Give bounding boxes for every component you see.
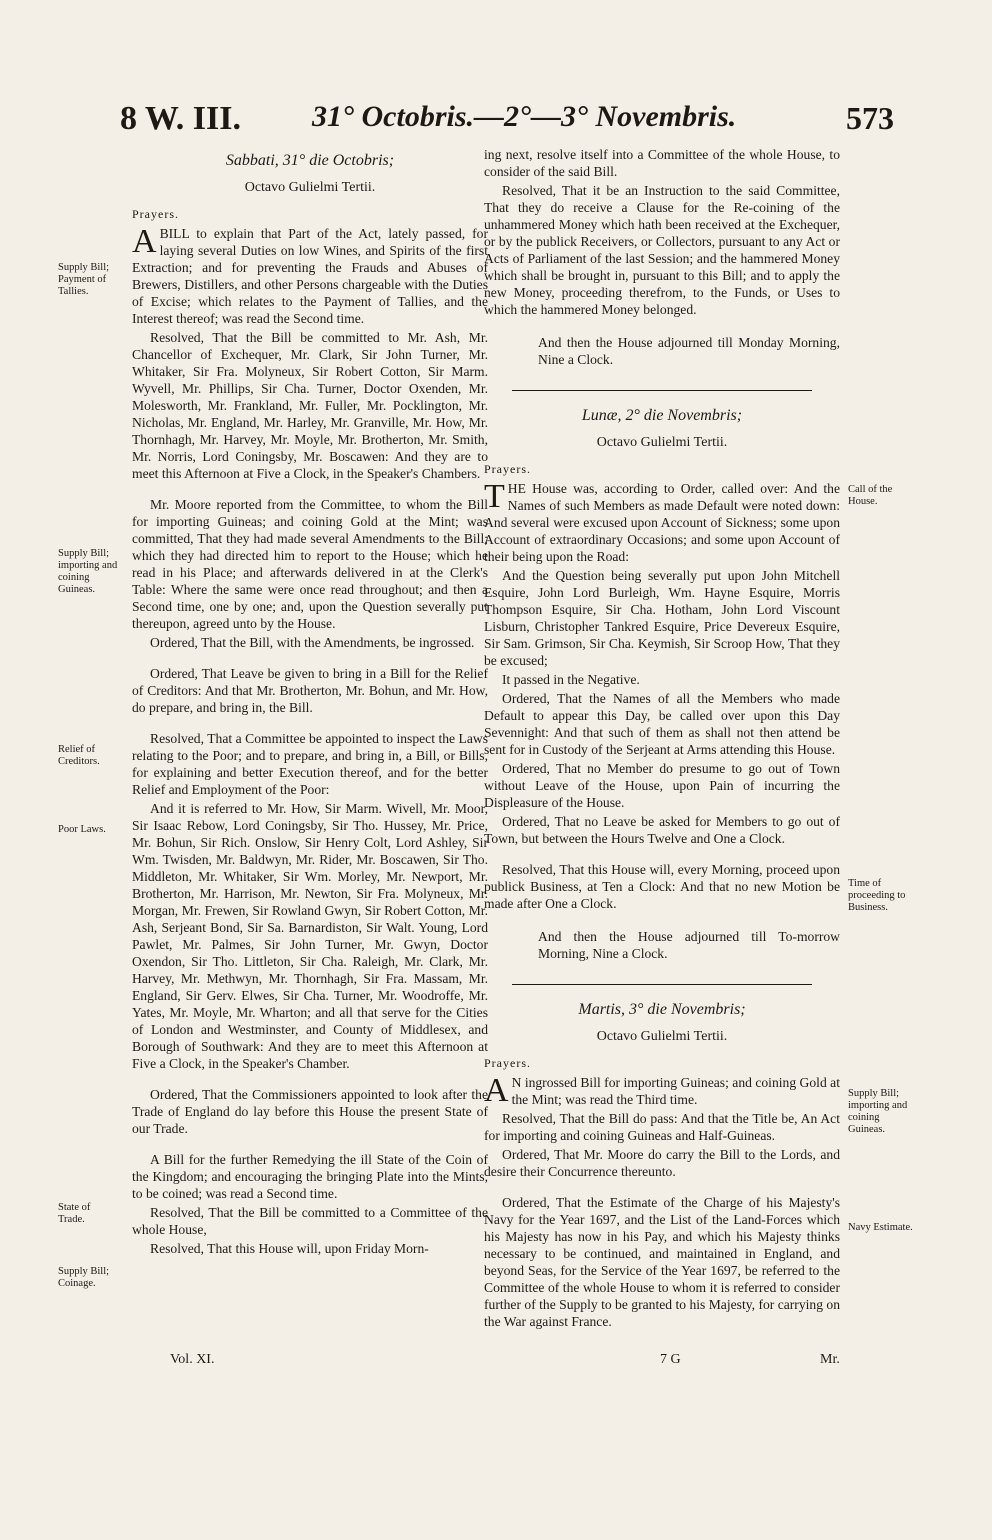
paragraph: Ordered, That Mr. Moore do carry the Bill to the Lords, and desire their Concurrence thereunto.	[484, 1147, 840, 1179]
day-title-monday: Lunæ, 2° die Novembris;	[581, 407, 743, 424]
regnal-year: 8 W. III.	[120, 100, 241, 137]
catchword: Mr.	[820, 1352, 840, 1367]
section-divider	[512, 984, 812, 985]
margin-note-supply-guineas-2: Supply Bill; importing and coining Guineas.	[848, 1088, 908, 1135]
day-title-saturday: Sabbati, 31° die Octobris;	[225, 152, 395, 169]
paragraph: Resolved, That it be an Instruction to the said Committee, That they do receive a Clause for the Re-coining of the unhammered Money which hath been received at the Exchequer, or by the publick Receivers, or Collectors, pursuant to any Act or Acts of Parliament of the last Session; and the hammered Money which shall be brought in, pursuant to this Bill; and to apply the new Money, proceeding therefrom, to the Funds, or Uses to which the hammered Money belonged.	[484, 183, 840, 317]
paragraph: Resolved, That the Bill do pass: And that the Title be, An Act for importing and coining Guineas and Half-Guineas.	[484, 1111, 840, 1143]
paragraph: Mr. Moore reported from the Committee, to whom the Bill for importing Guineas; and coining Gold at the Mint; was committed, That they had made several Amendments to the Bill; which they had directed him to report to the House; which he read in his Place; and afterwards delivered in at the Clerk's Table: Where the same were once read throughout; and then a Second time, one by one; and, upon the Question severally put thereupon, agreed unto by the House.	[132, 497, 488, 631]
paragraph: It passed in the Negative.	[502, 672, 640, 687]
margin-note-supply-guineas: Supply Bill; importing and coining Guineas.	[58, 548, 118, 595]
paragraph: Ordered, That the Commissioners appointed to look after the Trade of England do lay before this House the present State of our Trade.	[132, 1087, 488, 1136]
paragraph: AN ingrossed Bill for importing Guineas; and coining Gold at the Mint; was read the Third time.	[484, 1072, 840, 1109]
right-column	[484, 146, 840, 1332]
margin-note-poor: Poor Laws.	[58, 824, 106, 835]
day-title-tuesday: Martis, 3° die Novembris;	[578, 1001, 746, 1018]
paragraph: Resolved, That a Committee be appointed to inspect the Laws relating to the Poor; and to prepare, and bring in, a Bill, or Bills, for explaining and better Execution thereof, and for the better Relief and Employment of the Poor:	[132, 731, 488, 797]
paragraph: Resolved, That this House will, every Morning, proceed upon publick Business, at Ten a Clock: And that no new Motion be made after One a Clock.	[484, 862, 840, 911]
paragraph: Resolved, That the Bill be committed to Mr. Ash, Mr. Chancellor of Exchequer, Mr. Clark, Sir John Turner, Mr. Whitaker, Sir Fra. Molyneux, Sir Robert Cotton, Sir Marm. Wyvell, Mr. Phillips, Sir Cha. Turner, Doctor Oxenden, Mr. Molesworth, Mr. Frankland, Mr. Fuller, Mr. Pocklington, Mr. Nicholas, Mr. England, Mr. Harley, Mr. Granville, Mr. How, Mr. Thornhagh, Mr. Harvey, Mr. Moyle, Mr. Brotherton, Mr. Smith, Mr. Norris, Lord Coningsby, Mr. Boscawen: And they are to meet this Afternoon at Five a Clock, in the Speaker's Chambers.	[132, 330, 488, 481]
paragraph: Ordered, That the Names of all the Members who made Default to appear this Day, be called over upon this Day Sevennight: And that such of them as shall not then attend be sent for in Custody of the Serjeant at Arms attending this House.	[484, 691, 840, 757]
paragraph: Ordered, That no Leave be asked for Members to go out of Town, but between the Hours Twelve and One a Clock.	[484, 814, 840, 846]
volume-label: Vol. XI.	[170, 1352, 215, 1367]
margin-note-supply-tallies: Supply Bill; Payment of Tallies.	[58, 262, 110, 297]
paragraph: ing next, resolve itself into a Committee of the whole House, to consider of the said Bill.	[484, 147, 840, 179]
margin-note-coinage: Supply Bill; Coinage.	[58, 1266, 110, 1289]
prayers-label: Prayers.	[484, 1056, 531, 1070]
date-range: 31° Octobris.—2°—3° Novembris.	[312, 100, 737, 133]
reign-line: Octavo Gulielmi Tertii.	[244, 180, 376, 195]
signature-mark: 7 G	[660, 1352, 681, 1367]
page-number: 573	[846, 100, 894, 136]
paragraph: A Bill for the further Remedying the ill State of the Coin of the Kingdom; and encouraging the bringing Plate into the Mints, to be coined; was read a Second time.	[132, 1152, 488, 1201]
paragraph: And it is referred to Mr. How, Sir Marm. Wivell, Mr. Moor, Sir Isaac Rebow, Lord Coningsby, Sir Tho. Hussey, Mr. Price, Mr. Bohun, Sir Rich. Onslow, Sir Henry Colt, Lord Ashley, Sir Wm. Twisden, Mr. Baldwyn, Mr. Rider, Mr. Boscawen, Sir Tho. Middleton, Mr. Whitaker, Sir Wm. Morley, Mr. Newport, Mr. Brotherton, Mr. Harrison, Mr. Newton, Sir Fra. Molyneux, Mr. Morgan, Mr. Frewen, Sir Rowland Gwyn, Sir Robert Cotton, Mr. Ash, Serjeant Bond, Sir Sa. Barnardiston, Sir Walt. Young, Lord Pawlet, Mr. Palmes, Sir John Turner, Mr. Gwyn, Doctor Oxendon, Sir Tho. Littleton, Sir Cha. Raleigh, Mr. Clark, Mr. Harvey, Mr. Methwyn, Mr. Thornhagh, Sir Fra. Massam, Mr. England, Sir Gerv. Elwes, Sir Cha. Turner, Mr. Woodroffe, Mr. Yates, Mr. Moyle, Mr. Wharton; and all that serve for the Cities of London and Westminster, and County of Middlesex, and Borough of Southwark: And they are to meet this Afternoon at Five a Clock, in the Speaker's Chamber.	[132, 801, 488, 1071]
paragraph: Ordered, That Leave be given to bring in a Bill for the Relief of Creditors: And that Mr. Brotherton, Mr. Bohun, and Mr. How, do prepare, and bring in, the Bill.	[132, 666, 488, 715]
paragraph: ABILL to explain that Part of the Act, lately passed, for laying several Duties on low Wines, and Spirits of the first Extraction; and for preventing the Frauds and Abuses of Brewers, Distillers, and other Persons chargeable with the Duties of Excise; which relates to the Payment of Tallies, and the Interest thereof; was read the Second time.	[132, 223, 488, 326]
margin-note-call: Call of the House.	[848, 484, 893, 507]
margin-note-time: Time of proceeding to Business.	[848, 878, 906, 913]
paragraph: Ordered, That no Member do presume to go out of Town without Leave of the House, upon Pain of incurring the Displeasure of the House.	[484, 761, 840, 810]
margin-note-navy: Navy Estimate.	[848, 1222, 913, 1233]
reign-line: Octavo Gulielmi Tertii.	[596, 1029, 728, 1044]
adjournment: And then the House adjourned till To-morrow Morning, Nine a Clock.	[538, 929, 840, 961]
paragraph: Resolved, That this House will, upon Friday Morn-	[150, 1241, 429, 1256]
reign-line: Octavo Gulielmi Tertii.	[596, 435, 728, 450]
adjournment: And then the House adjourned till Monday Morning, Nine a Clock.	[538, 335, 840, 367]
margin-note-trade: State of Trade.	[58, 1202, 91, 1225]
paragraph: Ordered, That the Bill, with the Amendments, be ingrossed.	[150, 635, 475, 650]
section-divider	[512, 390, 812, 391]
paragraph: Resolved, That the Bill be committed to a Committee of the whole House,	[132, 1205, 488, 1237]
prayers-label: Prayers.	[132, 207, 179, 221]
margin-note-relief: Relief of Creditors.	[58, 744, 100, 767]
paragraph: Ordered, That the Estimate of the Charge of his Majesty's Navy for the Year 1697, and the List of the Land-Forces which his Majesty has now in his Pay, and which his Majesty thinks necessary to be continued, and maintained in England, and beyond Seas, for the Service of the Year 1697, be referred to the Committee of the whole House to whom it is referred to consider further of the Supply to be granted to his Majesty, for carrying on the War against France.	[484, 1195, 840, 1329]
paragraph: And the Question being severally put upon John Mitchell Esquire, John Lord Burleigh, Wm. Hayne Esquire, Morris Thompson Esquire, Sir Cha. Hotham, John Lord Viscount Lisburn, Christopher Tankred Esquire, Price Devereux Esquire, Sir Sam. Grimson, Sir Cha. Keymish, Sir Scroop How, That they be excused;	[484, 568, 840, 668]
paragraph: THE House was, according to Order, called over: And the Names of such Members as made Default were noted down: And several were excused upon Account of Sickness; some upon Account of extraordinary Occasions; and some upon Account of their being upon the Road:	[484, 478, 840, 564]
prayers-label: Prayers.	[484, 462, 531, 476]
left-column	[132, 146, 488, 1259]
